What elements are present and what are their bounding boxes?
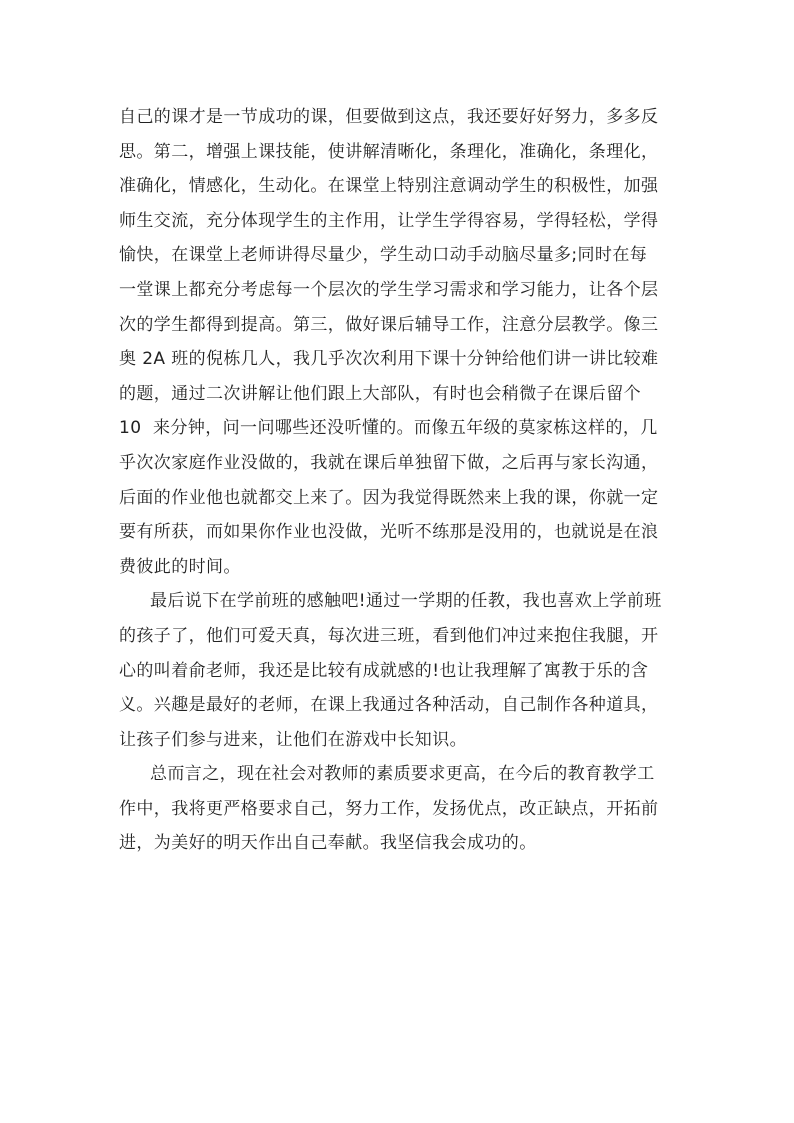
text-line: 10 来分钟，问一问哪些还没听懂的。而像五年级的莫家栋这样的，几 (119, 418, 658, 439)
paragraph-1 (119, 100, 677, 584)
text-line: 让孩子们参与进来，让他们在游戏中长知识。 (119, 729, 467, 750)
text-line: 自己的课才是一节成功的课，但要做到这点，我还要好好努力，多多反 (119, 107, 659, 127)
text-line: 奥 2A 班的倪栋几人，我几乎次次利用下课十分钟给他们讲一讲比较难 (119, 349, 659, 370)
text-line: 的孩子了，他们可爱天真，每次进三班，看到他们冲过来抱住我腿，开 (119, 625, 659, 646)
text-line: 准确化，情感化，生动化。在课堂上特别注意调动学生的积极性，加强 (119, 176, 659, 197)
document-page (119, 100, 677, 861)
text-line: 思。第二，增强上课技能，使讲解清晰化，条理化，准确化，条理化， (119, 141, 659, 162)
text-line: 心的叫着俞老师，我还是比较有成就感的!也让我理解了寓教于乐的含 (119, 660, 649, 681)
text-line: 最后说下在学前班的感触吧!通过一学期的任教，我也喜欢上学前班 (150, 591, 662, 612)
text-line: 作中，我将更严格要求自己，努力工作，发扬优点，改正缺点，开拓前 (119, 798, 659, 819)
text-line: 乎次次家庭作业没做的，我就在课后单独留下做，之后再与家长沟通， (119, 452, 659, 473)
paragraph-3 (119, 757, 677, 861)
text-line: 总而言之，现在社会对教师的素质要求更高，在今后的教育教学工 (150, 764, 655, 785)
text-line: 费彼此的时间。 (119, 556, 241, 577)
paragraph-2 (119, 584, 677, 757)
text-line: 师生交流，充分体现学生的主作用，让学生学得容易，学得轻松，学得 (119, 210, 659, 231)
text-line: 愉快，在课堂上老师讲得尽量少，学生动口动手动脑尽量多;同时在每 (119, 245, 648, 266)
text-line: 后面的作业他也就都交上来了。因为我觉得既然来上我的课，你就一定 (119, 487, 659, 508)
text-line: 一堂课上都充分考虑每一个层次的学生学习需求和学习能力，让各个层 (119, 279, 659, 300)
text-line: 次的学生都得到提高。第三，做好课后辅导工作，注意分层教学。像三 (119, 314, 659, 335)
text-line: 的题，通过二次讲解让他们跟上大部队，有时也会稍微子在课后留个 (119, 383, 641, 404)
text-line: 义。兴趣是最好的老师，在课上我通过各种活动，自己制作各种道具， (119, 695, 659, 716)
text-line: 要有所获，而如果你作业也没做，光听不练那是没用的，也就说是在浪 (119, 522, 659, 543)
text-line: 进，为美好的明天作出自己奉献。我坚信我会成功的。 (119, 833, 537, 854)
